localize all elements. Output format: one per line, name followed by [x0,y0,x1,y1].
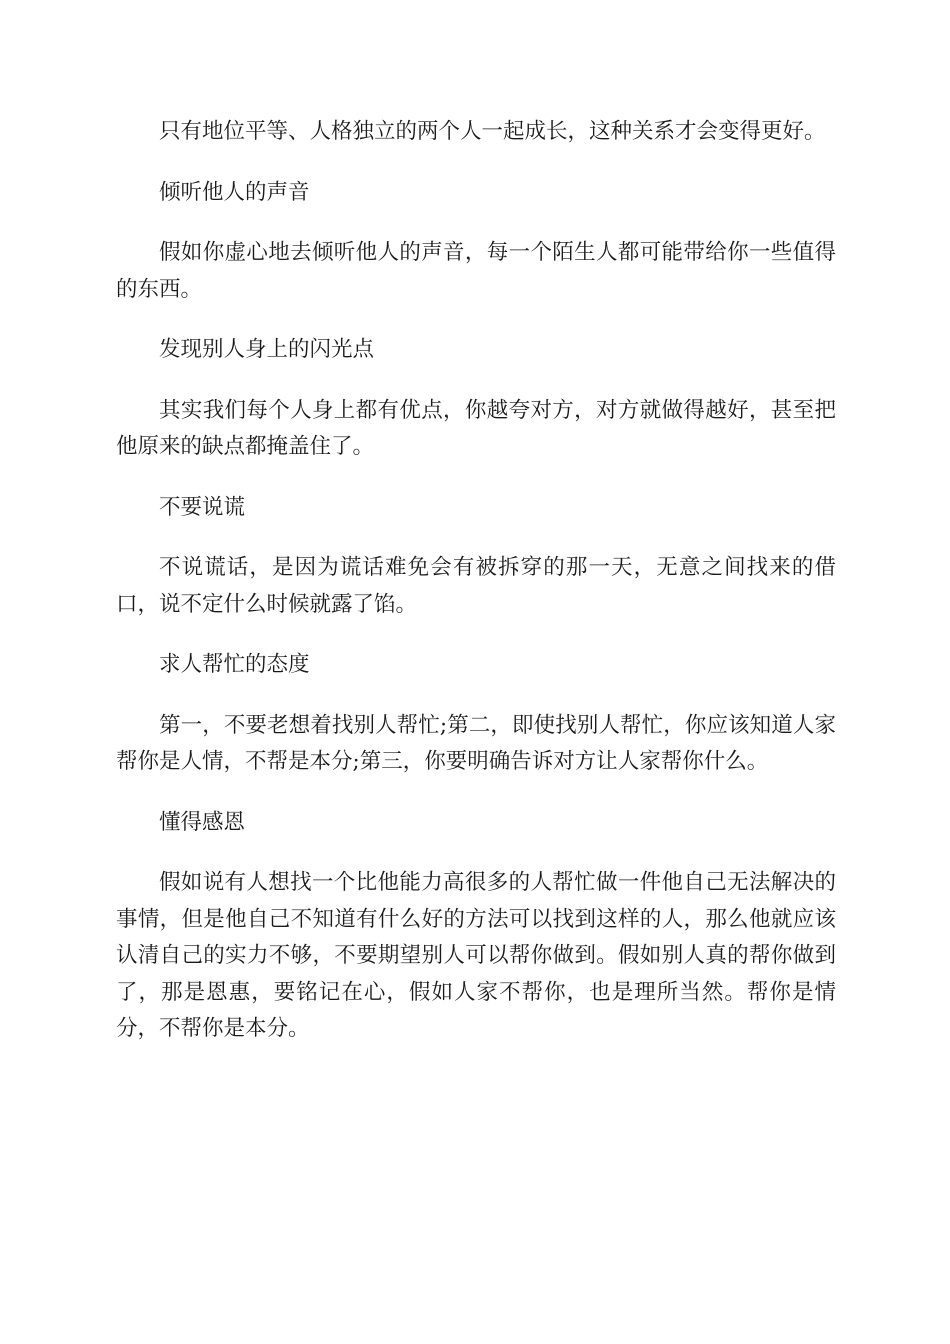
paragraph-equality: 只有地位平等、人格独立的两个人一起成长，这种关系才会变得更好。 [159,119,826,144]
paragraph-strengths: 其实我们每个人身上都有优点，你越夸对方，对方就做得越好，甚至把他原来的缺点都掩盖住了。 [116,397,836,459]
paragraph-asking-help: 第一，不要老想着找别人帮忙;第二，即使找别人帮忙，你应该知道人家帮你是人情，不帮是本分;第三，你要明确告诉对方让人家帮你什么。 [116,712,836,774]
heading-strengths: 发现别人身上的闪光点 [159,337,375,362]
heading-asking-help: 求人帮忙的态度 [159,652,310,677]
paragraph-no-lying: 不说谎话，是因为谎话难免会有被拆穿的那一天，无意之间找来的借口，说不定什么时候就露了馅。 [116,555,836,617]
paragraph-listen: 假如你虚心地去倾听他人的声音，每一个陌生人都可能带给你一些值得的东西。 [116,240,836,302]
heading-gratitude: 懂得感恩 [159,809,246,835]
document-page [116,114,836,1072]
paragraph-gratitude: 假如说有人想找一个比他能力高很多的人帮忙做一件他自己无法解决的事情，但是他自己不知道有什么好的方法可以找到这样的人，那么他就应该认清自己的实力不够，不要期望别人可以帮你做到。假如别人真的帮你做到了，那是恩惠，要铭记在心，假如人家不帮你，也是理所当然。帮你是情分，不帮你是本分。 [116,870,836,1041]
heading-no-lying: 不要说谎 [159,494,246,520]
heading-listen: 倾听他人的声音 [159,179,310,205]
